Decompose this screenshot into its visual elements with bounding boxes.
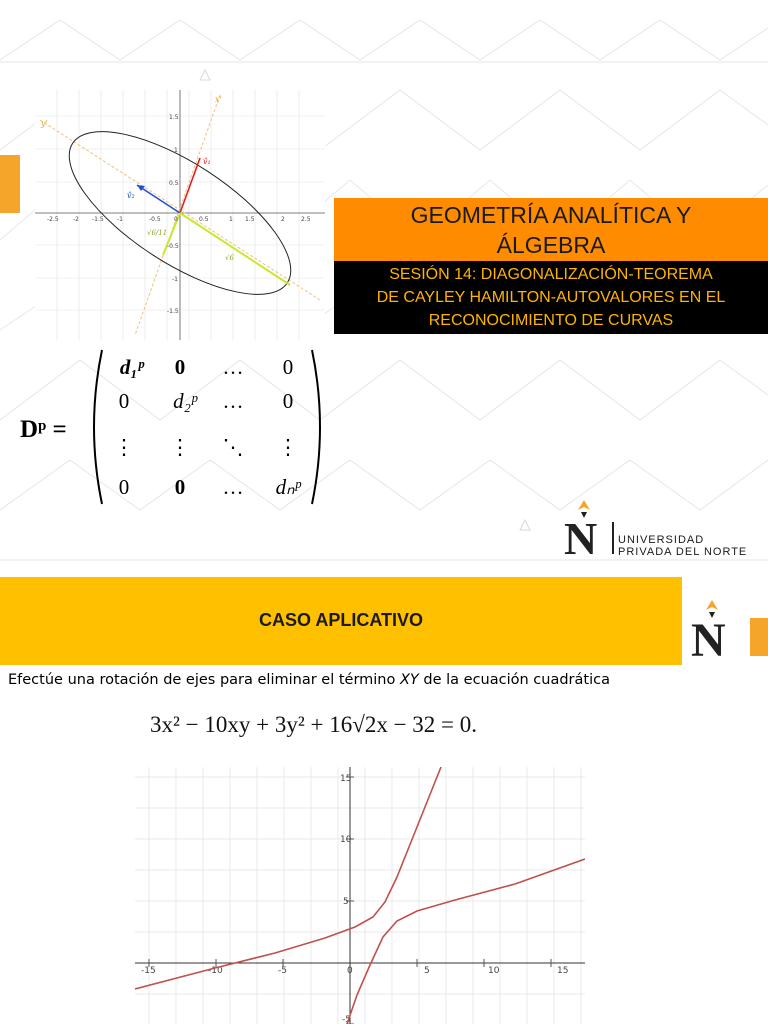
- tick-x: 2.5: [301, 216, 311, 223]
- course-title-box: [334, 198, 768, 261]
- university-logo: [560, 498, 760, 560]
- axis-label-x-prime: x': [215, 95, 222, 104]
- tick-x: -2.5: [47, 216, 59, 223]
- svg-text:N: N: [564, 513, 598, 558]
- sqrt-label-2: √6: [225, 254, 234, 262]
- matrix-cell: 0: [174, 475, 186, 499]
- statement-xy-term: XY: [399, 672, 419, 688]
- matrix-cell: ⋮: [169, 435, 191, 459]
- tick-y: 15: [340, 774, 352, 784]
- problem-statement: [8, 672, 748, 688]
- svg-text:N: N: [691, 614, 726, 660]
- logo-line1: UNIVERSIDAD: [618, 534, 705, 546]
- matrix-cell: ⋱: [222, 435, 244, 459]
- tick-y: 10: [340, 835, 352, 845]
- tick-y: -0.5: [167, 243, 179, 250]
- matrix-cell: ⋮: [277, 435, 299, 459]
- tick-x: 15: [557, 966, 569, 976]
- ellipse-eigenvector-graph: [35, 90, 325, 340]
- accent-tab-left: [0, 155, 20, 213]
- matrix-cell: …: [222, 389, 244, 413]
- tick-x: 1.5: [245, 216, 255, 223]
- logo-line2: PRIVADA DEL NORTE: [618, 546, 748, 558]
- session-subtitle-line1: SESIÓN 14: DIAGONALIZACIÓN-TEOREMA: [389, 266, 713, 283]
- tick-x: -2: [73, 216, 79, 223]
- tick-y: 1: [174, 147, 178, 154]
- left-paren: [94, 350, 102, 504]
- session-subtitle-line2: DE CAYLEY HAMILTON-AUTOVALORES EN EL: [376, 289, 726, 306]
- matrix-cell: d₁ᵖ: [119, 355, 145, 379]
- session-subtitle-line3: RECONOCIMIENTO DE CURVAS: [428, 312, 674, 329]
- tick-x: -1: [117, 216, 123, 223]
- tick-y: -5: [342, 1015, 351, 1024]
- tick-x: 5: [424, 966, 430, 976]
- matrix-cell: dₙᵖ: [275, 475, 301, 499]
- logo-divider: [612, 522, 614, 554]
- matrix-cell: 0: [282, 355, 294, 379]
- sqrt-label-1: √6/11: [147, 229, 168, 237]
- matrix-cell: …: [222, 475, 244, 499]
- matrix-cell: d₂ᵖ: [173, 389, 197, 413]
- tick-y: -1: [172, 276, 178, 283]
- session-subtitle-box: [334, 261, 768, 334]
- matrix-cell: 0: [282, 389, 294, 413]
- tick-x: 0.5: [199, 216, 209, 223]
- tick-x: -15: [141, 966, 156, 976]
- tick-x: -5: [278, 966, 287, 976]
- quadratic-equation: 3x² − 10xy + 3y² + 16√2x − 32 = 0.: [150, 712, 478, 737]
- matrix-cell: 0: [118, 389, 130, 413]
- upn-logo-mark-icon: [560, 498, 608, 558]
- tick-x: -1.5: [92, 216, 104, 223]
- course-title-line2: ÁLGEBRA: [496, 232, 606, 258]
- matrix-lhs: Dᵖ =: [20, 416, 67, 443]
- accent-tab-right: [750, 618, 768, 656]
- matrix-cell: ⋮: [113, 435, 135, 459]
- diagonal-matrix-power: [20, 342, 340, 512]
- caso-aplicativo-title: CASO APLICATIVO: [258, 610, 423, 630]
- matrix-cell: …: [222, 355, 244, 379]
- tick-x: -0.5: [149, 216, 161, 223]
- statement-prefix: Efectúe una rotación de ejes para eliminar el término: [8, 672, 400, 688]
- tick-y: -1.5: [167, 308, 179, 315]
- tick-x: 2: [281, 216, 285, 223]
- tick-y: 5: [343, 897, 349, 907]
- v2-label: v̂₂: [127, 191, 135, 200]
- matrix-cell: 0: [118, 475, 130, 499]
- right-paren: [312, 350, 320, 504]
- statement-suffix: de la ecuación cuadrática: [418, 672, 610, 688]
- tick-y: 1.5: [169, 114, 179, 121]
- v1-label: v̂₁: [203, 157, 211, 166]
- tick-y: 0.5: [169, 180, 179, 187]
- axis-label-y-prime: y': [41, 119, 48, 128]
- tick-x: 10: [488, 966, 500, 976]
- tick-x: 1: [229, 216, 233, 223]
- tick-x: 0: [174, 216, 178, 223]
- tick-x: 0: [347, 966, 353, 976]
- matrix-cell: 0: [174, 355, 186, 379]
- tick-x: -10: [208, 966, 223, 976]
- course-title-line1: GEOMETRÍA ANALÍTICA Y: [410, 202, 692, 228]
- upn-logo-mark-icon: [686, 598, 738, 660]
- hyperbola-graph: [135, 767, 585, 1024]
